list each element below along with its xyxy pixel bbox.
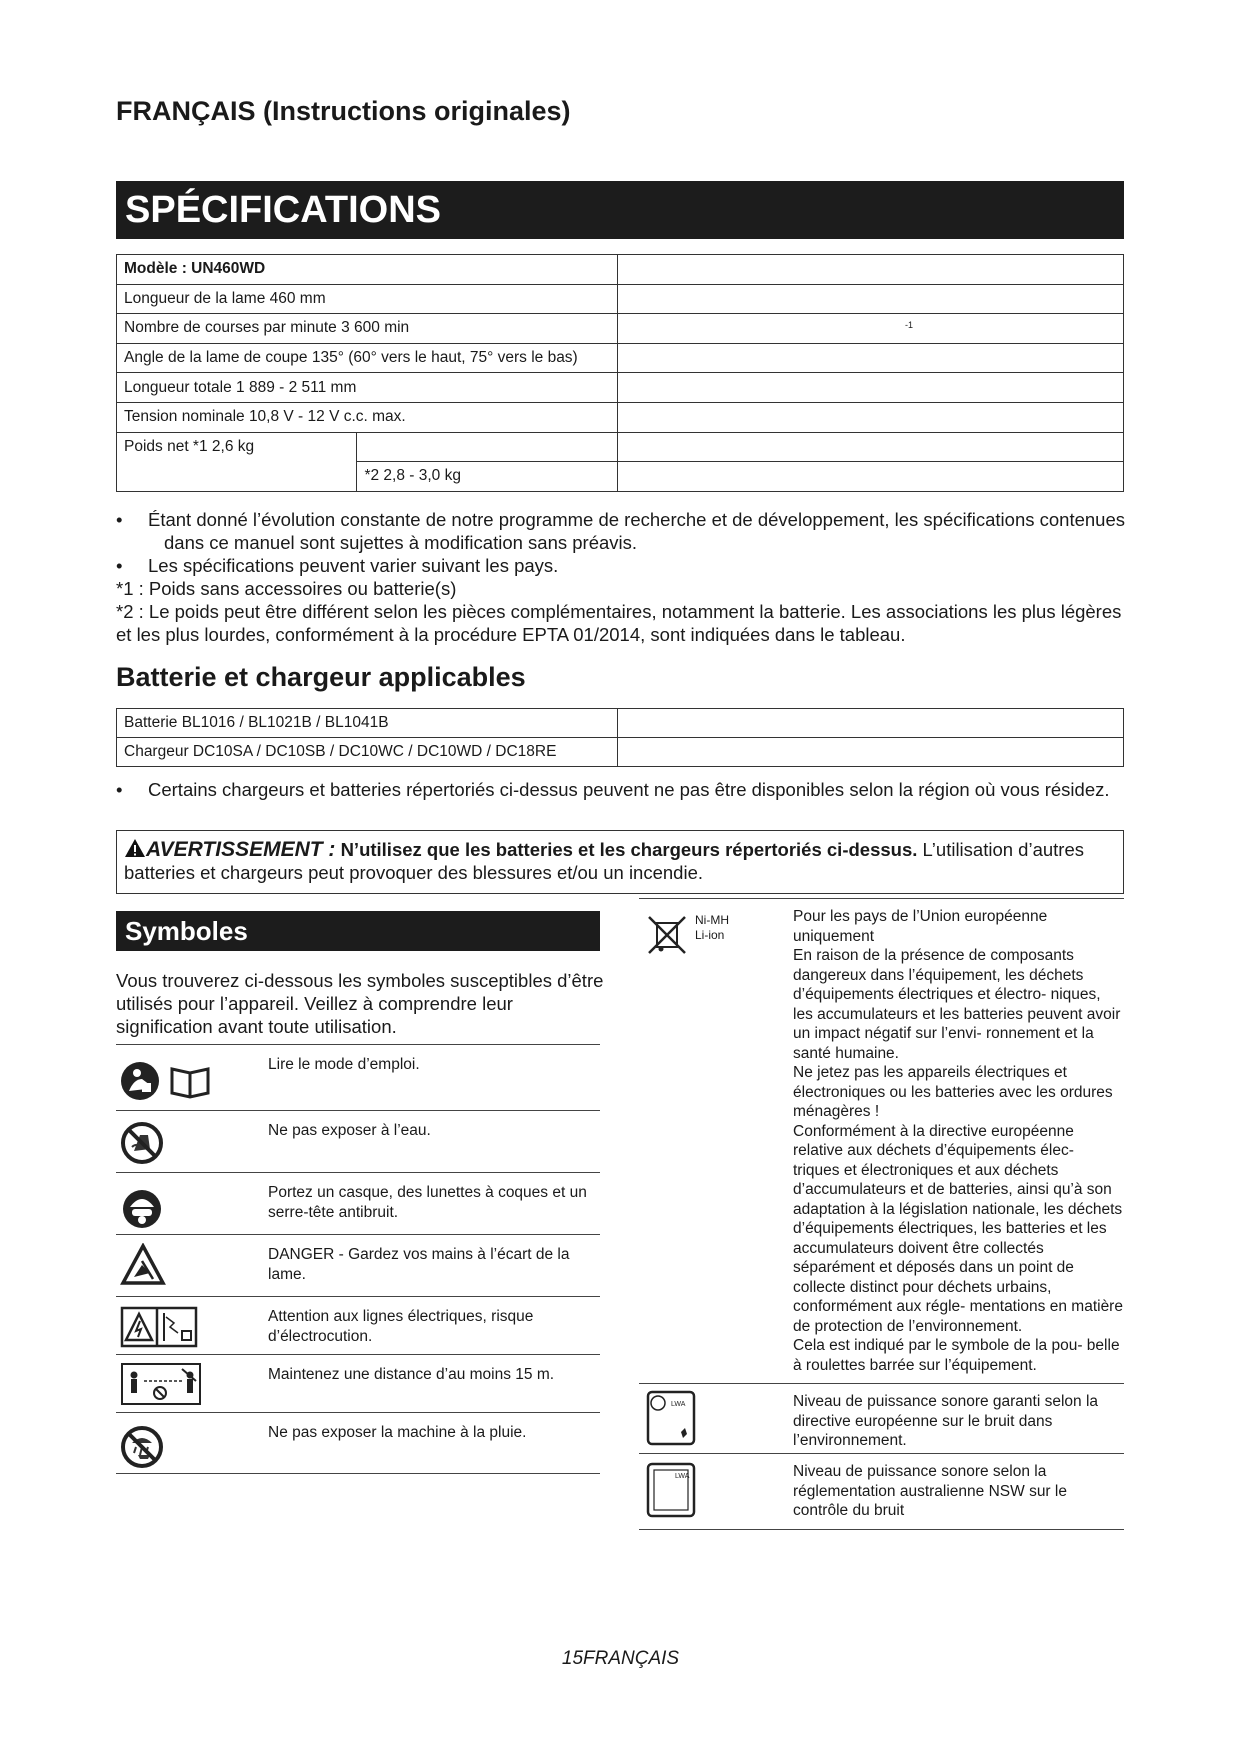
weee-bin-icon [645,913,689,962]
symbol-row [116,1234,600,1297]
specifications-table [116,254,1124,492]
sound-level-nsw-icon [645,1462,697,1523]
table-row [117,738,1124,767]
weight-cell: Poids net *1 2,6 kg [117,432,357,491]
table-row [117,402,1124,432]
symbol-text: Lire le mode d’emploi. [268,1056,420,1073]
symbol-row [116,1354,600,1413]
symbol-text: Niveau de puissance sonore garanti selon la directive européenne sur le bruit dans l’environnement. [793,1393,1099,1449]
empty-cell [618,462,1124,492]
battery-table [116,708,1124,767]
model-cell: Modèle : UN460WD [117,255,618,285]
footnote-2: *2 : Le poids peut être différent selon les pièces complémentaires, notamment la batterie. Les associations les plus légères et les plus lourdes, conformément à la procédure EPTA 01/2014, sont indiquées dans le tableau. [116,601,1122,645]
footnote-1: *1 : Poids sans accessoires ou batterie(s) [116,578,457,599]
warning-text: L’utilisation d’autres batteries et chargeurs peut provoquer des blessures et/ou un incendie. [124,839,1084,883]
symbol-text: Pour les pays de l’Union européenne uniquement En raison de la présence de composants dangereux dans l’équipement, les déchets d’équipements électriques et électro- niques, les accumulateurs et les batteries peuvent avoir un impact négatif sur l’envi- ronnement et la santé humaine. Ne jetez pas les appareils électriques et électroniques ou les batteries avec les ordures ménagères ! Conformément à la directive européenne relative aux déchets d’équipements élec- triques et électroniques et aux déchets d’accumulateurs et de batteries, ainsi qu’à son adaptation à la législation nationale, les déchets d’équipements électriques, les batteries et les accumulateurs doivent être collectés séparément et déposés dans un point de collecte distinct pour déchets urbains, conformément aux régle- mentations en matière de protection de l’environnement. Cela est indiqué par le symbole de la pou- belle à roulettes barrée sur l’équipement. [793,908,1123,1374]
symbol-row [116,1044,600,1111]
table-row [117,373,1124,403]
symbol-row [116,1110,600,1173]
no-rain-icon [120,1425,164,1474]
spec-cell: Longueur de la lame 460 mm [117,284,618,314]
page-footer: 15FRANÇAIS [561,1648,680,1669]
symbols-banner: Symboles [116,911,600,951]
symbol-text: Maintenez une distance d’au moins 15 m. [268,1366,555,1383]
superscript: -1 [905,320,914,330]
symbol-row [116,1296,600,1355]
empty-cell [357,432,618,462]
table-row [117,343,1124,373]
empty-cell [618,343,1124,373]
empty-cell [618,432,1124,462]
symbol-row [639,1453,1124,1530]
symbols-intro: Vous trouverez ci-dessous les symboles susceptibles d’être utilisés pour l’appareil. Veillez à comprendre leur signification avant toute utilisation. [116,970,604,1037]
charger-cell: Chargeur DC10SA / DC10SB / DC10WC / DC10WD / DC18RE [117,738,618,767]
empty-cell [618,373,1124,403]
empty-cell [618,402,1124,432]
bullet-icon: • [116,509,123,530]
table-row [117,284,1124,314]
distance-icon [120,1361,204,1412]
symbol-text: Attention aux lignes électriques, risque d’électrocution. [268,1308,534,1345]
symbol-text: DANGER - Gardez vos mains à l’écart de la lame. [268,1246,570,1283]
blade-danger-icon [120,1243,166,1292]
symbol-text: Niveau de puissance sonore selon la réglementation australienne NSW sur le contrôle du bruit [793,1463,1067,1519]
table-row [117,314,1124,344]
read-manual-icon [120,1059,220,1106]
spec-cell: Nombre de courses par minute 3 600 min [117,314,618,344]
weight-2-cell: *2 2,8 - 3,0 kg [357,462,618,492]
table-row [117,709,1124,738]
warning-bold-text: N’utilisez que les batteries et les chargeurs répertoriés ci-dessus. [340,839,918,860]
symbol-text: Portez un casque, des lunettes à coques et un serre-tête antibruit. [268,1184,587,1221]
symbol-row [639,1383,1124,1454]
battery-cell: Batterie BL1016 / BL1021B / BL1041B [117,709,618,738]
symbol-text: Ne pas exposer à l’eau. [268,1122,431,1139]
sound-level-label: LWA [675,1473,690,1480]
warning-triangle-icon [124,838,146,858]
empty-cell [618,738,1124,767]
table-row [117,432,1124,462]
battery-note [116,778,1116,801]
battery-type-label: Li-ion [695,928,725,942]
sound-level-label: LWA [671,1401,686,1408]
battery-heading: Batterie et chargeur applicables [116,662,526,692]
empty-cell [618,709,1124,738]
table-row [117,255,1124,285]
specifications-banner: SPÉCIFICATIONS [116,181,1124,239]
spec-cell: Longueur totale 1 889 - 2 511 mm [117,373,618,403]
power-line-icon [120,1305,200,1354]
empty-cell [618,284,1124,314]
list-item [116,508,1126,554]
sound-level-eu-icon [645,1390,697,1451]
spec-cell: Tension nominale 10,8 V - 12 V c.c. max. [117,402,618,432]
protective-gear-icon [120,1187,164,1236]
note-text: Étant donné l’évolution constante de notre programme de recherche et de développement, les spécifications contenues dans ce manuel sont sujettes à modification sans préavis. [148,509,1126,553]
bullet-icon: • [116,555,123,576]
page-language-title: FRANÇAIS (Instructions originales) [116,96,571,126]
no-water-icon [120,1121,164,1170]
symbol-row [639,898,1124,1384]
warning-box [116,830,1124,894]
symbol-row [116,1172,600,1235]
warning-label: AVERTISSEMENT : [146,838,336,861]
note-text: Les spécifications peuvent varier suivant les pays. [148,555,559,576]
empty-cell [618,255,1124,285]
battery-type-label: Ni-MH [695,913,729,927]
empty-cell [618,314,1124,344]
symbol-text: Ne pas exposer la machine à la pluie. [268,1424,527,1441]
list-item [116,554,1126,577]
spec-notes [116,508,1126,646]
bullet-icon: • [116,779,123,800]
spec-cell: Angle de la lame de coupe 135° (60° vers le haut, 75° vers le bas) [117,343,618,373]
symbol-row [116,1412,600,1474]
note-text: Certains chargeurs et batteries répertoriés ci-dessus peuvent ne pas être disponibles selon la région où vous résidez. [148,779,1110,800]
